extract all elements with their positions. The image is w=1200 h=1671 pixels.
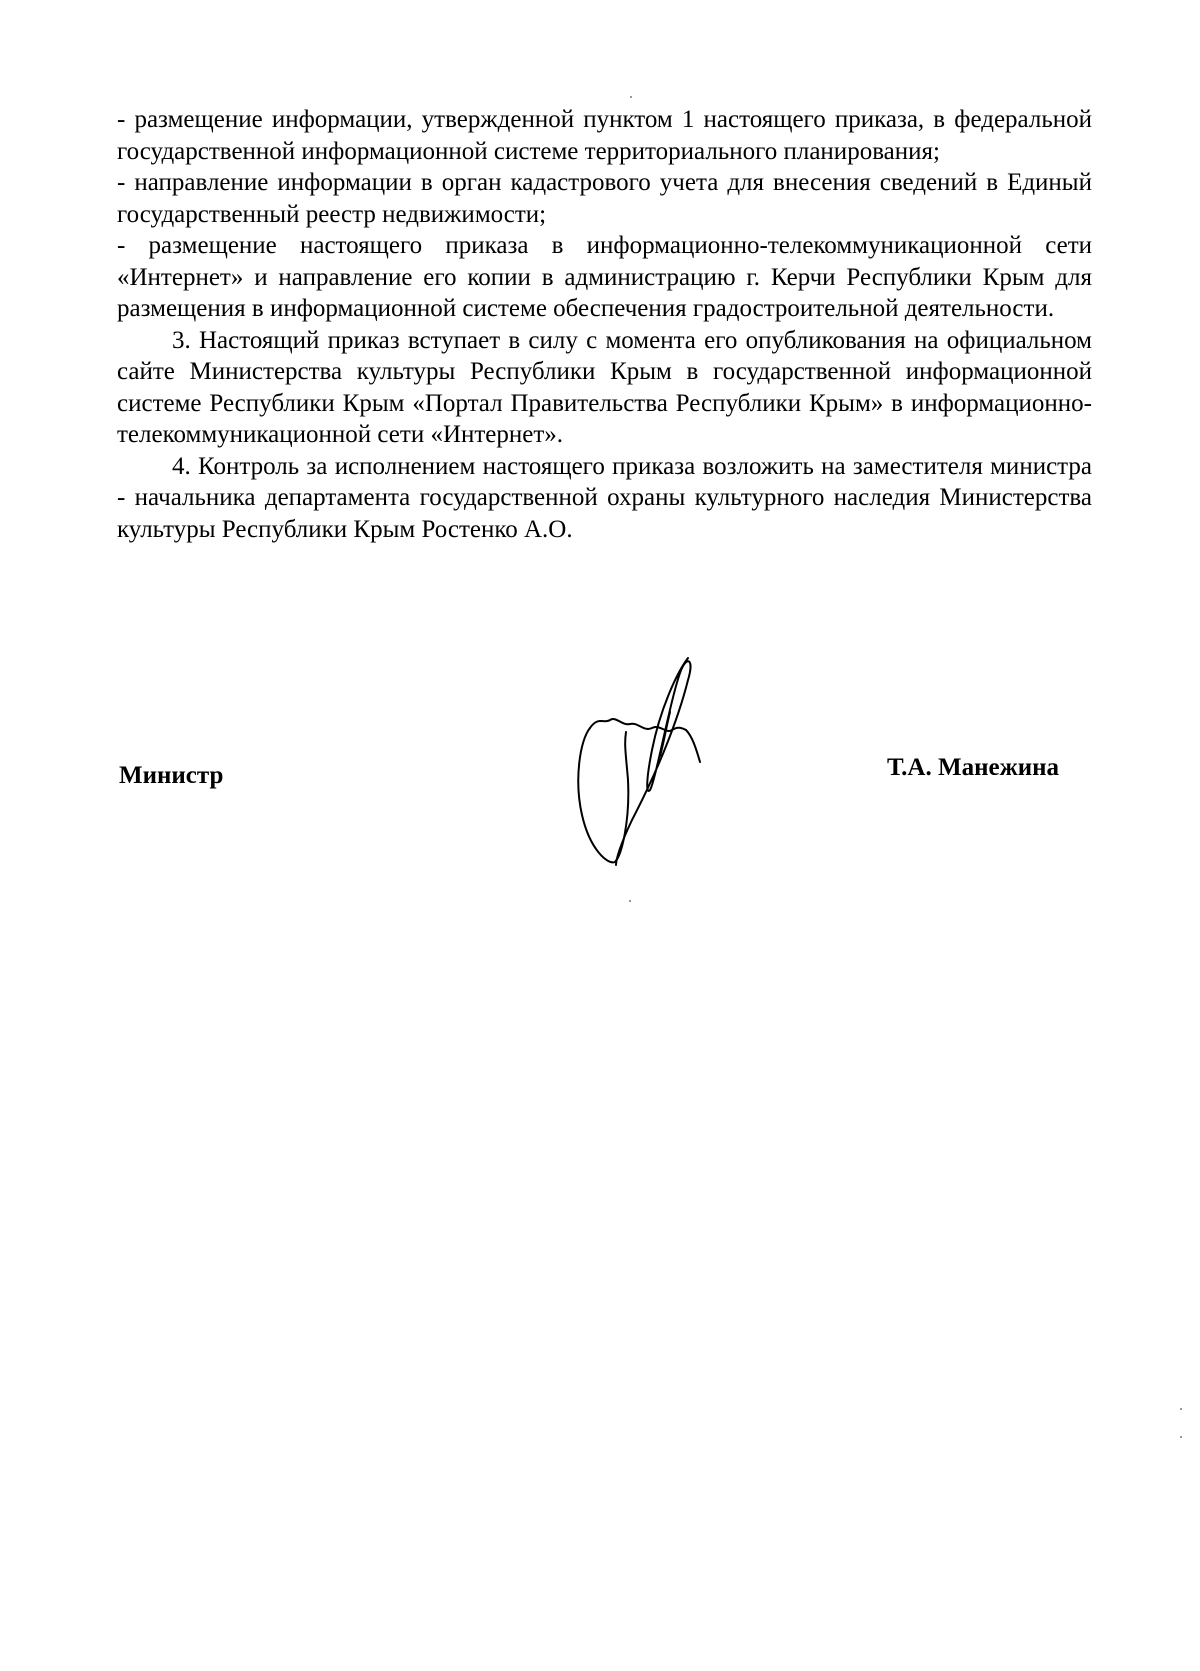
scan-speck <box>1180 1436 1182 1438</box>
scan-speck <box>630 96 632 98</box>
paragraph-bullet-fgis: - размещение информации, утвержденной пунктом 1 настоящего приказа, в федеральной государственной информационной системе территориального планирования; <box>117 106 1092 165</box>
scan-speck <box>629 900 631 902</box>
signatory-name: Т.А. Манежина <box>887 754 1060 781</box>
signatory-role: Министр <box>119 762 224 789</box>
document-body <box>117 104 1092 545</box>
paragraph-item-3: 3. Настоящий приказ вступает в силу с момента его опубликования на официальном сайте Министерства культуры Республики Крым в государственной информационной системе Республики Крым «Портал Правительства Республики Крым» в информационно-телекоммуникационной сети «Интернет». <box>117 326 1092 448</box>
scan-speck <box>1180 1408 1182 1410</box>
paragraph-bullet-internet: - размещение настоящего приказа в информационно-телекоммуникационной сети «Интернет» и направление его копии в администрацию г. Керчи Республики Крым для размещения в информационной системе обеспечения градостроительной деятельности. <box>117 232 1092 322</box>
paragraph-item-4: 4. Контроль за исполнением настоящего приказа возложить на заместителя министра - начальника департамента государственной охраны культурного наследия Министерства культуры Республики Крым Ростенко А.О. <box>117 452 1092 543</box>
paragraph-bullet-egrn: - направление информации в орган кадастрового учета для внесения сведений в Единый государственный реестр недвижимости; <box>117 169 1092 228</box>
handwritten-signature <box>560 650 710 870</box>
